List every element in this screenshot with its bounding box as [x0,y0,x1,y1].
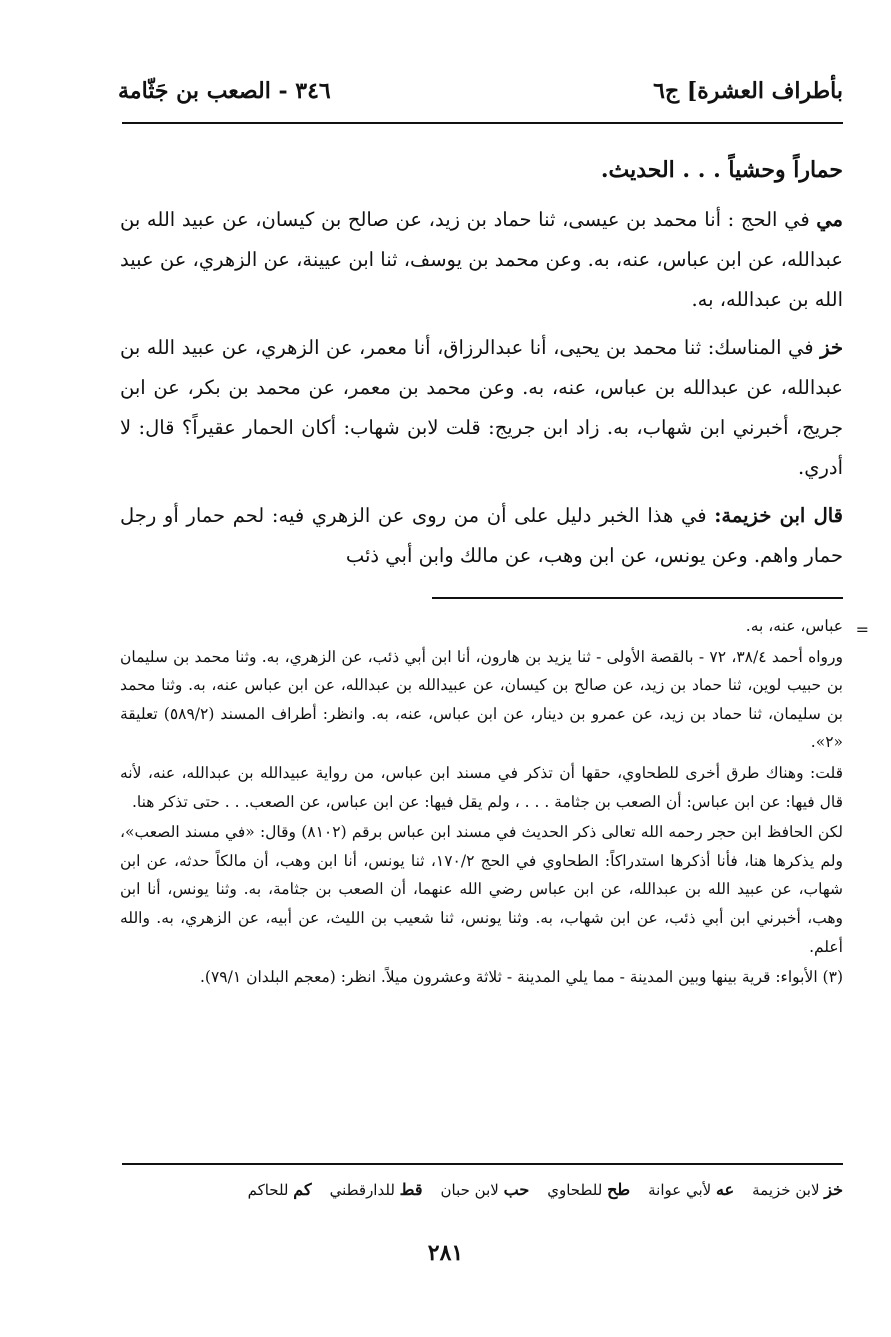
footnote-continuation-mark: = [855,620,869,639]
footnote-paragraph: لكن الحافظ ابن حجر رحمه الله تعالى ذكر الحديث في مسند ابن عباس برقم (٨١٠٢) وقال: «في مسند الصعب»، ولم يذكرها هنا، فأنا أذكرها استدراكاً: الطحاوي في الحج ١٧٠/٢، ثنا يونس، أنا ابن وهب، أن مالكاً حدثه، عن ابن شهاب، عن عبيد الله بن عبدالله، عن ابن عباس رضي الله عنهما، أن الصعب بن جثامة، به. وثنا يونس، أنا ابن وهب، أخبرني ابن أبي ذئب، عن ابن شهاب، به. وثنا يونس، ثنا شعيب بن الليث، عن أبيه، عن الزهري، به. والله أعلم. [120,823,844,956]
footnote-line: عباس، عنه، به. [745,617,843,635]
legend-abbr: عه [716,1180,735,1199]
legend-name: لابن خزيمة [752,1181,820,1199]
footnote-paragraph: قلت: وهناك طرق أخرى للطحاوي، حقها أن تذكر في مسند ابن عباس، من رواية عبيدالله بن عبدالله، عنه، لأنه قال فيها: عن ابن عباس: أن الصعب بن جثامة . . . ، ولم يقل فيها: عن ابن عباس، عن الصعب. . . حتى تذكر هنا. [120,763,843,811]
main-paragraph-1 [120,200,843,320]
abbreviation-legend [248,1180,843,1199]
legend-name: لأبي عوانة [648,1181,712,1199]
paragraph-text: في هذا الخبر دليل على أن من روى عن الزهري فيه: لحم حمار أو رجل حمار واهم. وعن يونس، عن ابن وهب، عن مالك وابن أبي ذئب [120,504,843,567]
main-lead-line: حماراً وحشياً . . . الحديث. [600,157,843,183]
legend-name: للحاكم [247,1181,289,1199]
legend-abbr: حب [503,1180,530,1199]
legend-divider [122,1163,843,1165]
paragraph-text: في المناسك: ثنا محمد بن يحيى، أنا عبدالرزاق، أنا معمر، عن الزهري، عن عبيد الله بن عبدالله، عن عبدالله بن عباس، عنه، به. وعن محمد بن معمر، عن محمد بن بكر، عن ابن جريج، أخبرني ابن شهاب، به. زاد ابن جريج: قلت لابن شهاب: أكان الحمار عقيراً؟ قال: لا أدري. [120,336,843,479]
legend-item [547,1180,630,1199]
running-header-entry: ٣٤٦ - الصعب بن جَثّامة [118,78,331,104]
legend-name: للطحاوي [547,1181,603,1199]
legend-item [248,1180,312,1199]
legend-abbr: قط [399,1180,423,1199]
source-abbr: قال ابن خزيمة: [714,504,843,527]
legend-abbr: طح [607,1180,631,1199]
source-abbr: خز [820,336,844,359]
running-header-book: بأطراف العشرة] ج٦ [653,78,843,104]
footnote-3: (٣) الأبواء: قرية بينها وبين المدينة - مما يلي المدينة - ثلاثة وعشرون ميلاً. انظر: (معجم البلدان ٧٩/١). [200,968,843,987]
legend-item [648,1180,734,1199]
legend-item [441,1180,530,1199]
main-paragraph-2 [120,328,843,488]
paragraph-text: في الحج : أنا محمد بن عيسى، ثنا حماد بن زيد، عن صالح بن كيسان، عن عبيد الله بن عبدالله، عن ابن عباس، عنه، به. وعن محمد بن يوسف، ثنا ابن عيينة، عن الزهري، عن عبيد الله بن عبدالله، به. [120,208,843,311]
footnotes [120,612,843,994]
legend-abbr: كم [293,1180,312,1199]
legend-name: لابن حبان [440,1181,499,1199]
legend-abbr: خز [824,1180,843,1199]
footnote-paragraph: ورواه أحمد ٣٨/٤، ٧٢ - بالقصة الأولى - ثنا يزيد بن هارون، أنا ابن أبي ذئب، عن الزهري، به. وثنا محمد بن سليمان بن حبيب لوين، ثنا حماد بن زيد، عن صالح بن كيسان، عن عبيدالله بن عبدالله، عن ابن عباس عنه، به. وثنا محمد بن سليمان، ثنا حماد بن زيد، عن عمرو بن دينار، عن ابن عباس، عنه، به. وانظر: أطراف المسند (٥٨٩/٢) تعليقة «٢». [120,647,843,752]
legend-item [330,1180,423,1199]
main-paragraph-3 [120,496,843,576]
page-number: ٢٨١ [427,1240,464,1266]
legend-name: للدارقطني [329,1181,395,1199]
header-divider [122,122,843,124]
main-text [120,150,843,584]
footnote-divider [432,597,843,599]
source-abbr: مي [816,208,843,231]
legend-item [752,1180,843,1199]
